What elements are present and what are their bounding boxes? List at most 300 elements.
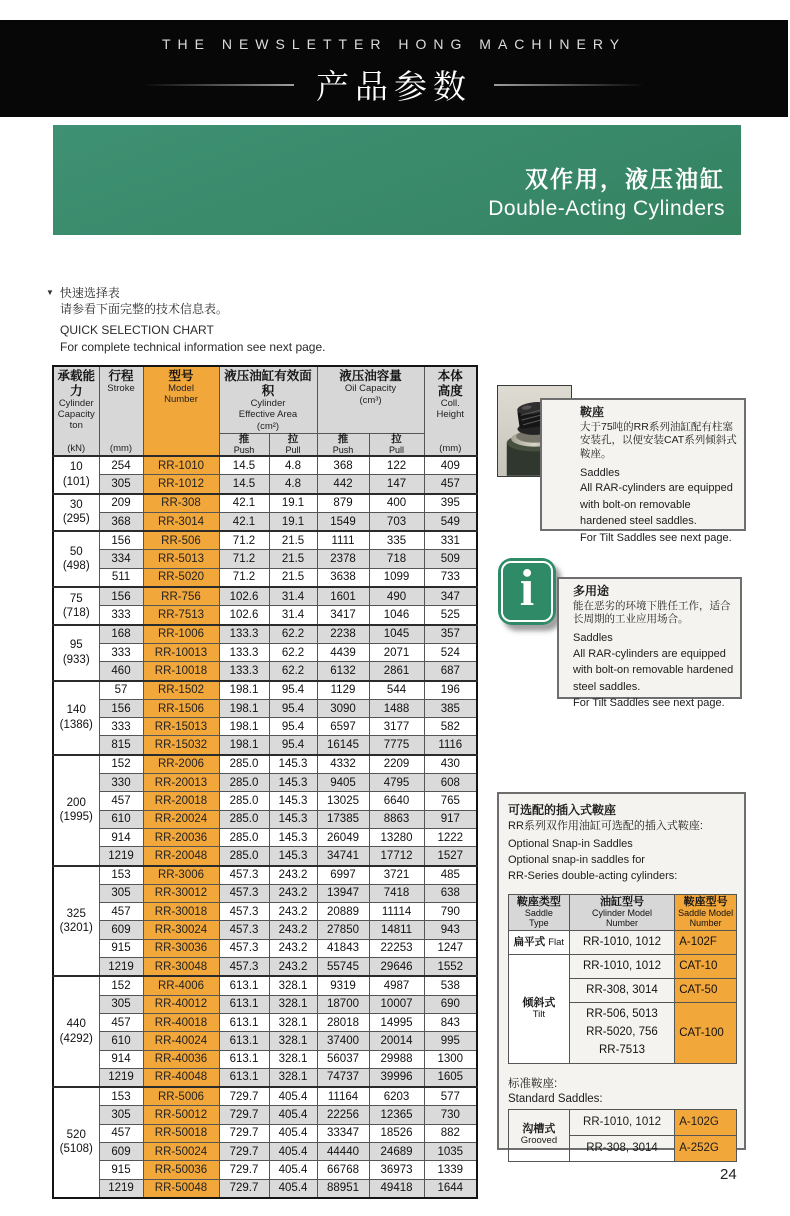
- area-pull-cell: 145.3: [269, 810, 317, 828]
- area-push-cell: 71.2: [219, 531, 269, 550]
- stroke-cell: 1219: [99, 1179, 143, 1198]
- area-pull-cell: 19.1: [269, 512, 317, 531]
- triangle-bullet-icon: ▼: [46, 288, 54, 297]
- header-model: 型号 Model Number: [143, 366, 219, 456]
- area-push-cell: 71.2: [219, 568, 269, 587]
- height-cell: 509: [424, 550, 477, 568]
- area-push-cell: 285.0: [219, 792, 269, 810]
- stroke-cell: 333: [99, 606, 143, 625]
- area-pull-cell: 328.1: [269, 1050, 317, 1068]
- stroke-cell: 457: [99, 1013, 143, 1031]
- model-cell: RR-30024: [143, 921, 219, 939]
- area-push-cell: 285.0: [219, 810, 269, 828]
- area-push-cell: 285.0: [219, 755, 269, 774]
- table-row: [509, 1109, 737, 1135]
- stroke-cell: 156: [99, 587, 143, 606]
- saddle-note-title-en: Saddles: [580, 466, 620, 479]
- model-cell: RR-40012: [143, 995, 219, 1013]
- oil-push-cell: 1111: [317, 531, 369, 550]
- versatility-tilt-en: For Tilt Saddles see next page.: [573, 697, 725, 710]
- stroke-cell: 1219: [99, 958, 143, 977]
- area-pull-cell: 405.4: [269, 1106, 317, 1124]
- table-row: [53, 810, 477, 828]
- model-cell: RR-308: [143, 494, 219, 513]
- oil-push-cell: 16145: [317, 736, 369, 755]
- oil-pull-cell: 490: [369, 587, 424, 606]
- oil-push-cell: 22256: [317, 1106, 369, 1124]
- model-cell: RR-3014: [143, 512, 219, 531]
- model-cell: RR-5020: [143, 568, 219, 587]
- cylinder-model-cell: RR-308, 3014: [569, 978, 674, 1002]
- area-push-cell: 198.1: [219, 699, 269, 717]
- height-cell: 1605: [424, 1068, 477, 1087]
- oil-pull-cell: 1046: [369, 606, 424, 625]
- table-row: [53, 1142, 477, 1160]
- oil-pull-cell: 1045: [369, 625, 424, 644]
- area-push-cell: 613.1: [219, 1050, 269, 1068]
- masthead-title-row: [0, 61, 788, 108]
- area-push-cell: 42.1: [219, 494, 269, 513]
- oil-push-cell: 27850: [317, 921, 369, 939]
- area-push-cell: 102.6: [219, 587, 269, 606]
- stroke-cell: 609: [99, 921, 143, 939]
- area-pull-cell: 19.1: [269, 494, 317, 513]
- header-capacity: 承载能力 Cylinder Capacity ton (kN): [53, 366, 99, 456]
- capacity-cell: 95 (933): [53, 625, 99, 681]
- saddle-model-cell: CAT-100: [675, 1002, 737, 1063]
- height-cell: 430: [424, 755, 477, 774]
- area-pull-cell: 31.4: [269, 587, 317, 606]
- height-cell: 765: [424, 792, 477, 810]
- stroke-cell: 815: [99, 736, 143, 755]
- model-cell: RR-40024: [143, 1032, 219, 1050]
- oil-push-cell: 4439: [317, 643, 369, 661]
- page-title: 产品参数: [316, 68, 472, 105]
- table-row: [509, 954, 737, 978]
- table-row: [53, 792, 477, 810]
- divider-line-right: [494, 84, 642, 86]
- snapin-sub-en1: Optional snap-in saddles for: [508, 853, 645, 866]
- snapin-sub-en2: RR-Series double-acting cylinders:: [508, 870, 678, 883]
- oil-push-cell: 88951: [317, 1179, 369, 1198]
- oil-pull-cell: 6640: [369, 792, 424, 810]
- model-cell: RR-1012: [143, 475, 219, 494]
- height-cell: 995: [424, 1032, 477, 1050]
- area-push-cell: 457.3: [219, 921, 269, 939]
- snapin-header-model: 油缸型号 Cylinder Model Number: [569, 894, 674, 930]
- model-cell: RR-20018: [143, 792, 219, 810]
- oil-pull-cell: 400: [369, 494, 424, 513]
- area-pull-cell: 243.2: [269, 958, 317, 977]
- stroke-cell: 168: [99, 625, 143, 644]
- product-banner: [53, 125, 741, 235]
- oil-pull-cell: 703: [369, 512, 424, 531]
- area-push-cell: 133.3: [219, 625, 269, 644]
- table-row: [53, 828, 477, 846]
- standard-saddles-title-en: Standard Saddles:: [508, 1092, 603, 1105]
- height-cell: 196: [424, 681, 477, 700]
- height-cell: 582: [424, 718, 477, 736]
- page-number: 24: [720, 1166, 737, 1183]
- table-row: [53, 1087, 477, 1106]
- stroke-cell: 915: [99, 939, 143, 957]
- header-stroke: 行程 Stroke (mm): [99, 366, 143, 456]
- cylinder-model-cell: RR-308, 3014: [569, 1135, 674, 1161]
- capacity-cell: 10 (101): [53, 456, 99, 494]
- model-cell: RR-50024: [143, 1142, 219, 1160]
- oil-push-cell: 368: [317, 456, 369, 475]
- saddle-model-cell: CAT-50: [675, 978, 737, 1002]
- table-row: [53, 921, 477, 939]
- area-pull-cell: 405.4: [269, 1087, 317, 1106]
- area-pull-cell: 21.5: [269, 531, 317, 550]
- stroke-cell: 334: [99, 550, 143, 568]
- oil-pull-cell: 7775: [369, 736, 424, 755]
- area-pull-cell: 243.2: [269, 884, 317, 902]
- info-icon-glyph: i: [519, 559, 535, 617]
- header-area-push: 推 Push: [219, 434, 269, 456]
- stroke-cell: 1219: [99, 1068, 143, 1087]
- model-cell: RR-50012: [143, 1106, 219, 1124]
- masthead: [0, 20, 788, 117]
- oil-pull-cell: 2861: [369, 662, 424, 681]
- area-pull-cell: 62.2: [269, 643, 317, 661]
- model-cell: RR-506: [143, 531, 219, 550]
- oil-pull-cell: 20014: [369, 1032, 424, 1050]
- area-pull-cell: 145.3: [269, 828, 317, 846]
- model-cell: RR-2006: [143, 755, 219, 774]
- stroke-cell: 457: [99, 792, 143, 810]
- model-cell: RR-40048: [143, 1068, 219, 1087]
- area-push-cell: 729.7: [219, 1142, 269, 1160]
- area-pull-cell: 405.4: [269, 1124, 317, 1142]
- oil-push-cell: 33347: [317, 1124, 369, 1142]
- oil-push-cell: 4332: [317, 755, 369, 774]
- divider-line-left: [146, 84, 294, 86]
- height-cell: 790: [424, 903, 477, 921]
- masthead-kicker: THE NEWSLETTER HONG MACHINERY: [161, 36, 627, 52]
- stroke-cell: 153: [99, 1087, 143, 1106]
- snapin-saddles-box: [497, 792, 746, 1155]
- height-cell: 457: [424, 475, 477, 494]
- oil-push-cell: 9319: [317, 976, 369, 995]
- model-cell: RR-30036: [143, 939, 219, 957]
- height-cell: 687: [424, 662, 477, 681]
- cylinder-model-cell: RR-1010, 1012: [569, 930, 674, 954]
- table-row: [53, 1032, 477, 1050]
- area-pull-cell: 95.4: [269, 699, 317, 717]
- cylinder-model-cell: RR-1010, 1012: [569, 954, 674, 978]
- height-cell: 1247: [424, 939, 477, 957]
- stroke-cell: 254: [99, 456, 143, 475]
- oil-push-cell: 3090: [317, 699, 369, 717]
- oil-push-cell: 28018: [317, 1013, 369, 1031]
- area-pull-cell: 21.5: [269, 550, 317, 568]
- table-row: [53, 866, 477, 885]
- height-cell: 1644: [424, 1179, 477, 1198]
- model-cell: RR-756: [143, 587, 219, 606]
- table-row: [53, 718, 477, 736]
- oil-pull-cell: 6203: [369, 1087, 424, 1106]
- height-cell: 1339: [424, 1161, 477, 1179]
- saddle-type-cell: 沟槽式 Grooved: [509, 1109, 570, 1161]
- oil-push-cell: 55745: [317, 958, 369, 977]
- table-row: [53, 456, 477, 475]
- model-cell: RR-50018: [143, 1124, 219, 1142]
- table-row: [53, 494, 477, 513]
- oil-pull-cell: 17712: [369, 847, 424, 866]
- table-row: [53, 681, 477, 700]
- stroke-cell: 305: [99, 884, 143, 902]
- saddle-model-cell: A-102F: [675, 930, 737, 954]
- stroke-cell: 305: [99, 1106, 143, 1124]
- stroke-cell: 610: [99, 1032, 143, 1050]
- table-row: [53, 939, 477, 957]
- oil-pull-cell: 7418: [369, 884, 424, 902]
- model-cell: RR-50048: [143, 1179, 219, 1198]
- height-cell: 525: [424, 606, 477, 625]
- oil-pull-cell: 2071: [369, 643, 424, 661]
- model-cell: RR-5013: [143, 550, 219, 568]
- saddle-type-cell: 扁平式 Flat: [509, 930, 570, 954]
- snapin-sub-zh: RR系列双作用油缸可选配的插入式鞍座:: [508, 819, 703, 832]
- model-cell: RR-10013: [143, 643, 219, 661]
- height-cell: 395: [424, 494, 477, 513]
- table-row: [53, 662, 477, 681]
- standard-saddle-table: [508, 1109, 737, 1162]
- height-cell: 882: [424, 1124, 477, 1142]
- oil-pull-cell: 49418: [369, 1179, 424, 1198]
- area-pull-cell: 95.4: [269, 681, 317, 700]
- oil-push-cell: 9405: [317, 774, 369, 792]
- area-push-cell: 729.7: [219, 1124, 269, 1142]
- quick-chart-note: [46, 285, 325, 355]
- stroke-cell: 209: [99, 494, 143, 513]
- table-row: [53, 903, 477, 921]
- model-cell: RR-7513: [143, 606, 219, 625]
- area-push-cell: 285.0: [219, 828, 269, 846]
- oil-pull-cell: 18526: [369, 1124, 424, 1142]
- area-pull-cell: 328.1: [269, 1013, 317, 1031]
- height-cell: 1116: [424, 736, 477, 755]
- oil-pull-cell: 718: [369, 550, 424, 568]
- model-cell: RR-20036: [143, 828, 219, 846]
- versatility-title-en: Saddles: [573, 631, 613, 644]
- height-cell: 1222: [424, 828, 477, 846]
- table-row: [53, 1068, 477, 1087]
- area-pull-cell: 21.5: [269, 568, 317, 587]
- oil-push-cell: 26049: [317, 828, 369, 846]
- capacity-cell: 140 (1386): [53, 681, 99, 755]
- height-cell: 1552: [424, 958, 477, 977]
- area-pull-cell: 405.4: [269, 1179, 317, 1198]
- model-cell: RR-1010: [143, 456, 219, 475]
- area-pull-cell: 145.3: [269, 774, 317, 792]
- oil-push-cell: 1601: [317, 587, 369, 606]
- capacity-cell: 325 (3201): [53, 866, 99, 977]
- height-cell: 385: [424, 699, 477, 717]
- stroke-cell: 914: [99, 828, 143, 846]
- table-row: [53, 1179, 477, 1198]
- area-pull-cell: 62.2: [269, 625, 317, 644]
- area-push-cell: 729.7: [219, 1161, 269, 1179]
- model-cell: RR-15032: [143, 736, 219, 755]
- table-row: [53, 606, 477, 625]
- area-pull-cell: 243.2: [269, 903, 317, 921]
- area-pull-cell: 328.1: [269, 995, 317, 1013]
- snapin-saddle-table: [508, 894, 737, 1064]
- area-pull-cell: 4.8: [269, 456, 317, 475]
- oil-push-cell: 44440: [317, 1142, 369, 1160]
- area-push-cell: 133.3: [219, 643, 269, 661]
- capacity-cell: 440 (4292): [53, 976, 99, 1087]
- header-height: 本体高度 Coll. Height (mm): [424, 366, 477, 456]
- table-row: [53, 958, 477, 977]
- height-cell: 608: [424, 774, 477, 792]
- stroke-cell: 368: [99, 512, 143, 531]
- height-cell: 577: [424, 1087, 477, 1106]
- table-row: [53, 995, 477, 1013]
- height-cell: 917: [424, 810, 477, 828]
- model-cell: RR-10018: [143, 662, 219, 681]
- table-row: [53, 643, 477, 661]
- oil-push-cell: 66768: [317, 1161, 369, 1179]
- stroke-cell: 457: [99, 1124, 143, 1142]
- area-pull-cell: 328.1: [269, 1068, 317, 1087]
- versatility-title-zh: 多用途: [573, 584, 610, 598]
- oil-push-cell: 20889: [317, 903, 369, 921]
- area-pull-cell: 243.2: [269, 939, 317, 957]
- saddle-model-cell: A-252G: [675, 1135, 737, 1161]
- capacity-cell: 30 (295): [53, 494, 99, 532]
- stroke-cell: 333: [99, 718, 143, 736]
- oil-push-cell: 2378: [317, 550, 369, 568]
- area-pull-cell: 243.2: [269, 921, 317, 939]
- area-push-cell: 729.7: [219, 1106, 269, 1124]
- header-oil: 液压油容量 Oil Capacity (cm³): [317, 366, 424, 434]
- stroke-cell: 152: [99, 755, 143, 774]
- oil-pull-cell: 544: [369, 681, 424, 700]
- oil-pull-cell: 14995: [369, 1013, 424, 1031]
- oil-push-cell: 11164: [317, 1087, 369, 1106]
- model-cell: RR-20013: [143, 774, 219, 792]
- stroke-cell: 915: [99, 1161, 143, 1179]
- saddle-model-cell: CAT-10: [675, 954, 737, 978]
- info-icon: [498, 558, 556, 625]
- model-cell: RR-40018: [143, 1013, 219, 1031]
- area-push-cell: 198.1: [219, 718, 269, 736]
- area-push-cell: 14.5: [219, 475, 269, 494]
- area-push-cell: 457.3: [219, 958, 269, 977]
- stroke-cell: 610: [99, 810, 143, 828]
- intro-line1-en: QUICK SELECTION CHART: [60, 323, 214, 338]
- height-cell: 638: [424, 884, 477, 902]
- area-pull-cell: 4.8: [269, 475, 317, 494]
- area-pull-cell: 328.1: [269, 976, 317, 995]
- oil-push-cell: 6597: [317, 718, 369, 736]
- snapin-header-saddle: 鞍座型号 Saddle Model Number: [675, 894, 737, 930]
- area-push-cell: 285.0: [219, 774, 269, 792]
- oil-pull-cell: 39996: [369, 1068, 424, 1087]
- area-push-cell: 613.1: [219, 1068, 269, 1087]
- oil-push-cell: 37400: [317, 1032, 369, 1050]
- area-pull-cell: 31.4: [269, 606, 317, 625]
- capacity-cell: 50 (498): [53, 531, 99, 587]
- oil-pull-cell: 4795: [369, 774, 424, 792]
- area-push-cell: 613.1: [219, 995, 269, 1013]
- height-cell: 485: [424, 866, 477, 885]
- area-push-cell: 729.7: [219, 1087, 269, 1106]
- area-pull-cell: 95.4: [269, 736, 317, 755]
- table-row: [53, 1050, 477, 1068]
- cylinder-model-cell: RR-1010, 1012: [569, 1109, 674, 1135]
- oil-push-cell: 74737: [317, 1068, 369, 1087]
- height-cell: 943: [424, 921, 477, 939]
- header-oil-push: 推 Push: [317, 434, 369, 456]
- area-push-cell: 71.2: [219, 550, 269, 568]
- model-cell: RR-4006: [143, 976, 219, 995]
- versatility-note-box: [557, 577, 742, 710]
- height-cell: 409: [424, 456, 477, 475]
- stroke-cell: 609: [99, 1142, 143, 1160]
- table-row: [53, 568, 477, 587]
- saddle-note-box: [540, 398, 746, 544]
- oil-pull-cell: 36973: [369, 1161, 424, 1179]
- oil-pull-cell: 11114: [369, 903, 424, 921]
- saddle-note-tilt-en: For Tilt Saddles see next page.: [580, 531, 732, 544]
- oil-push-cell: 6132: [317, 662, 369, 681]
- height-cell: 331: [424, 531, 477, 550]
- area-push-cell: 729.7: [219, 1179, 269, 1198]
- cylinder-model-cell: RR-506, 5013 RR-5020, 756 RR-7513: [569, 1002, 674, 1063]
- table-row: [53, 531, 477, 550]
- area-push-cell: 613.1: [219, 1013, 269, 1031]
- stroke-cell: 153: [99, 866, 143, 885]
- oil-push-cell: 18700: [317, 995, 369, 1013]
- table-row: [53, 587, 477, 606]
- table-row: [53, 512, 477, 531]
- saddle-model-cell: A-102G: [675, 1109, 737, 1135]
- table-row: [53, 847, 477, 866]
- oil-pull-cell: 1099: [369, 568, 424, 587]
- table-row: [53, 884, 477, 902]
- standard-saddles-title-zh: 标准鞍座:: [508, 1077, 558, 1090]
- oil-pull-cell: 13280: [369, 828, 424, 846]
- saddle-type-cell: 倾斜式 Tilt: [509, 954, 570, 1063]
- saddle-note-title-zh: 鞍座: [580, 405, 605, 419]
- area-pull-cell: 62.2: [269, 662, 317, 681]
- oil-pull-cell: 10007: [369, 995, 424, 1013]
- oil-pull-cell: 122: [369, 456, 424, 475]
- model-cell: RR-5006: [143, 1087, 219, 1106]
- area-push-cell: 198.1: [219, 736, 269, 755]
- oil-pull-cell: 29988: [369, 1050, 424, 1068]
- snapin-header-type: 鞍座类型 Saddle Type: [509, 894, 570, 930]
- oil-push-cell: 3638: [317, 568, 369, 587]
- oil-pull-cell: 1488: [369, 699, 424, 717]
- table-row: [53, 550, 477, 568]
- oil-push-cell: 3417: [317, 606, 369, 625]
- stroke-cell: 1219: [99, 847, 143, 866]
- oil-pull-cell: 3177: [369, 718, 424, 736]
- height-cell: 524: [424, 643, 477, 661]
- model-cell: RR-30018: [143, 903, 219, 921]
- table-row: [53, 774, 477, 792]
- versatility-body-en: All RAR-cylinders are equipped with bolt-on removable hardened steel saddles.: [573, 647, 734, 693]
- capacity-cell: 200 (1995): [53, 755, 99, 866]
- oil-push-cell: 2238: [317, 625, 369, 644]
- oil-push-cell: 34741: [317, 847, 369, 866]
